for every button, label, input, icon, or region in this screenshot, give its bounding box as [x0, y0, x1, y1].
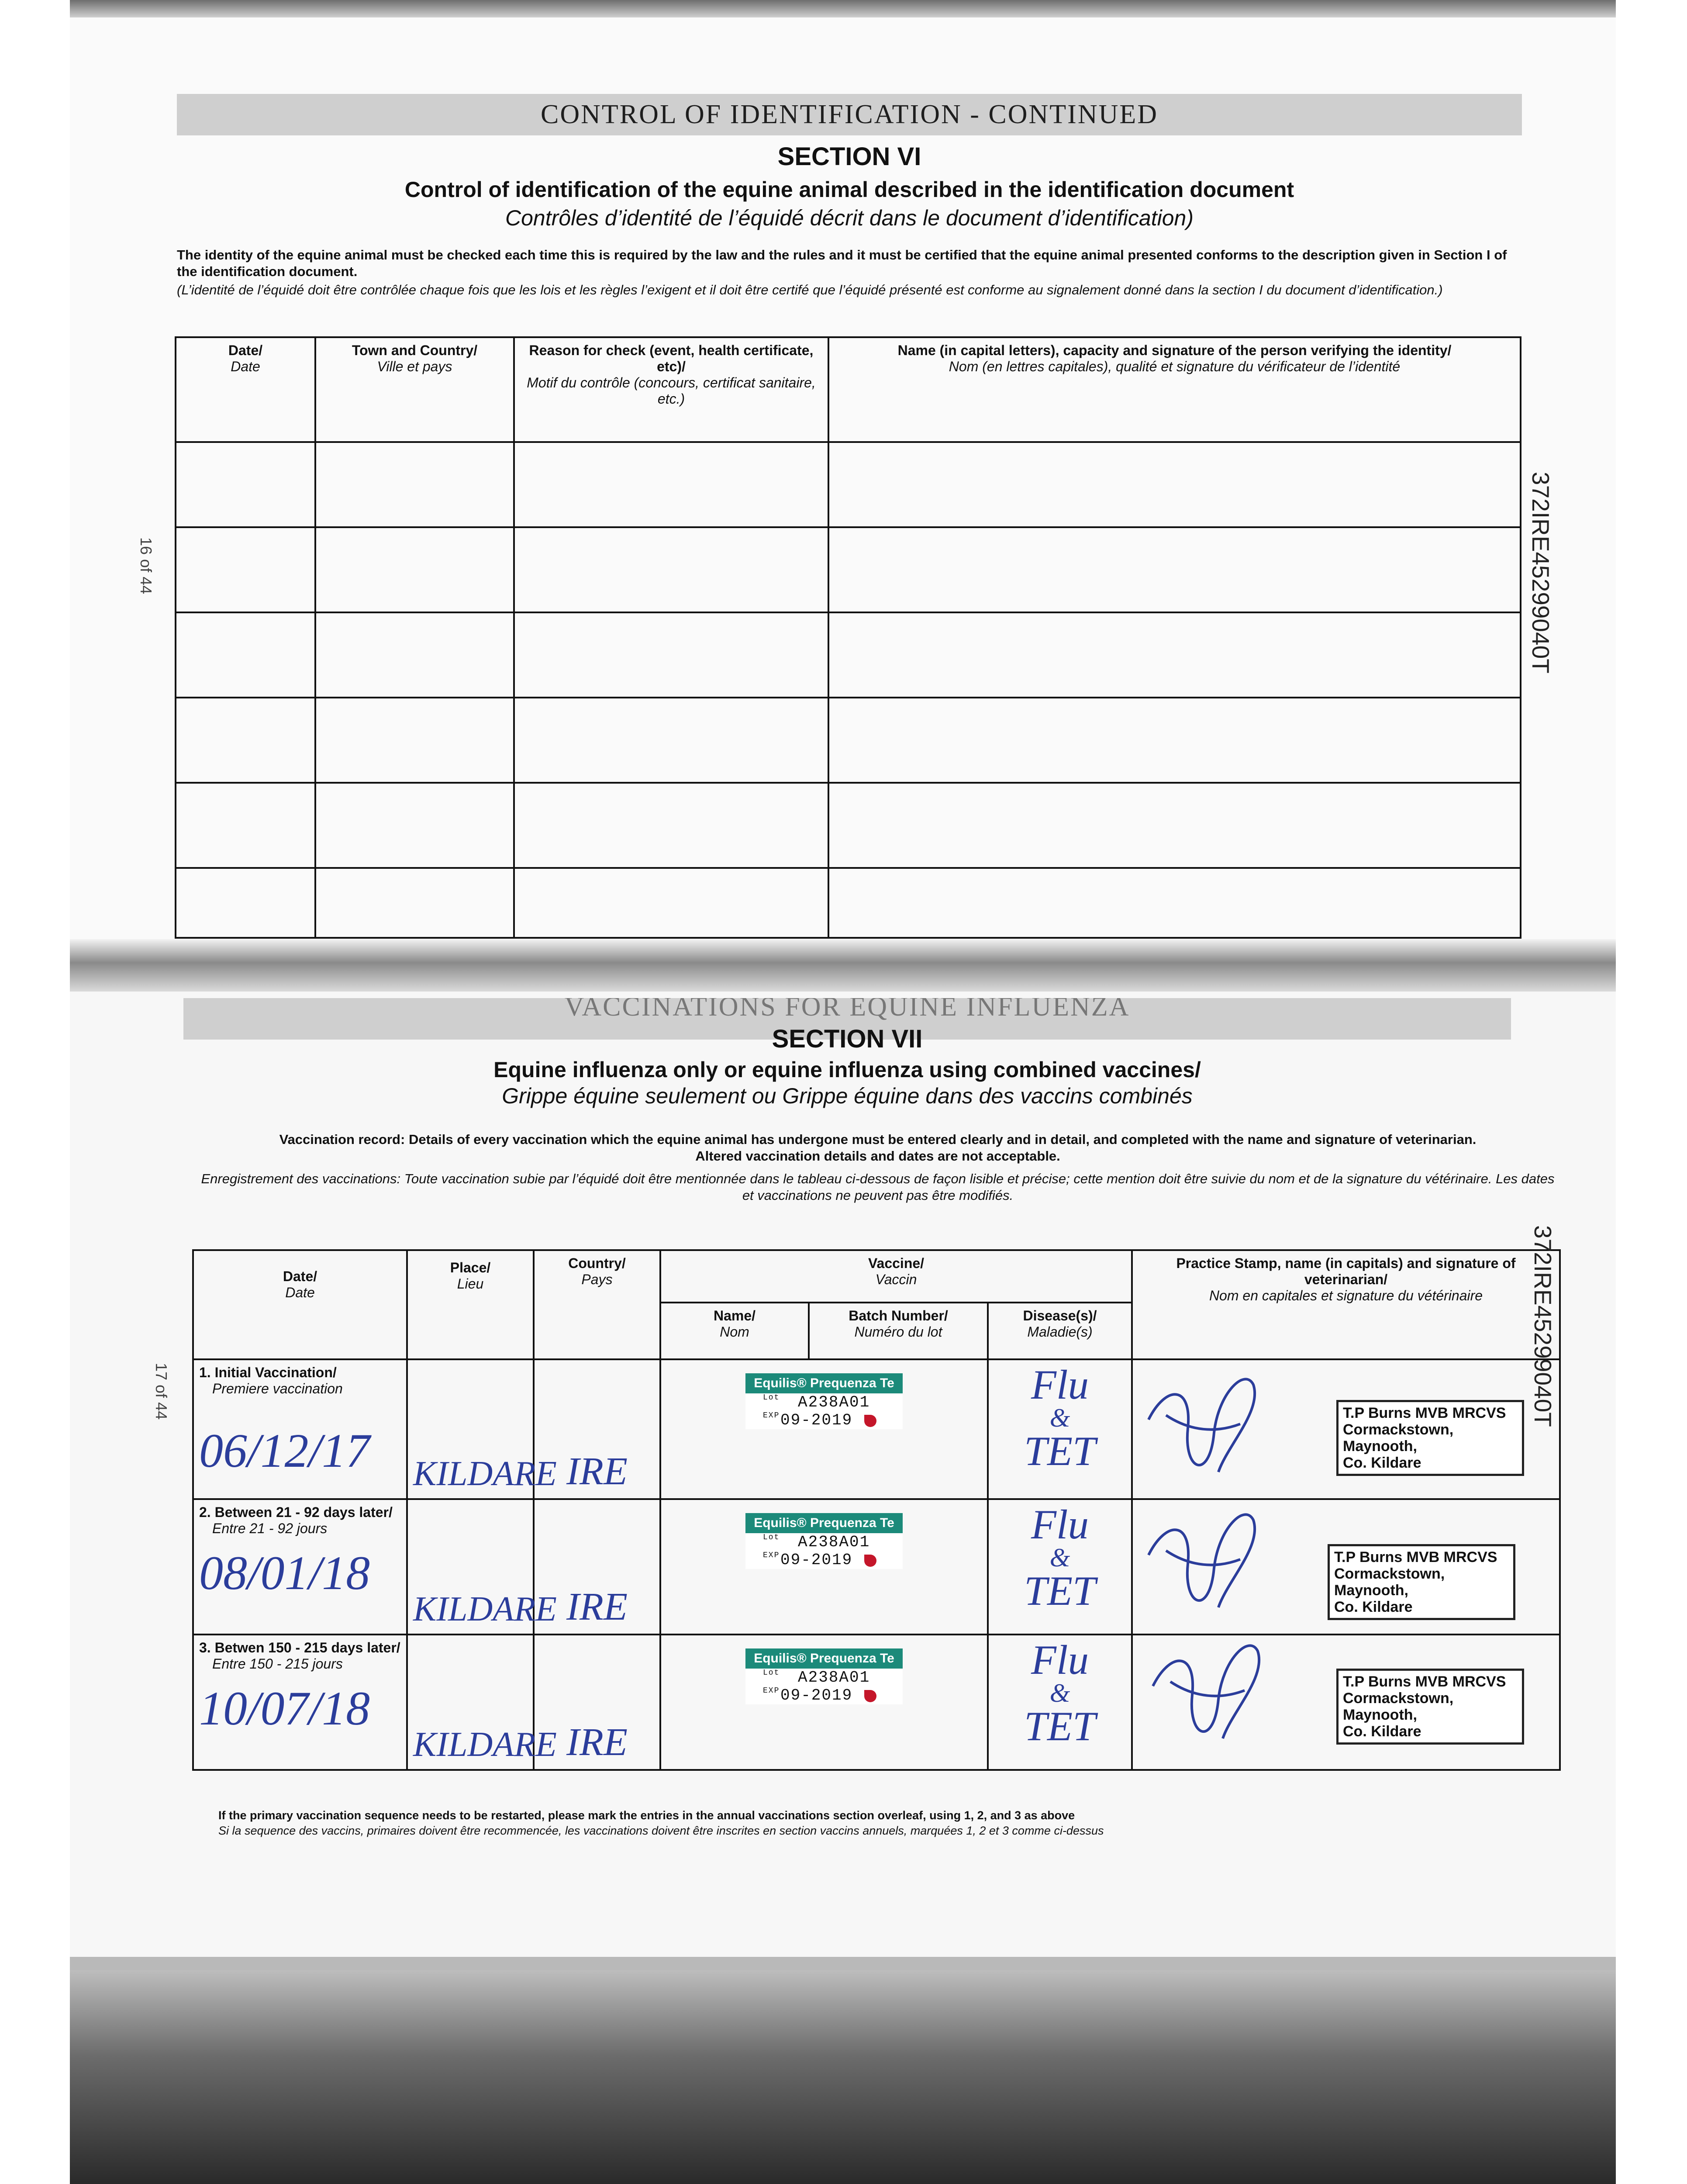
handwritten-date: 08/01/18	[199, 1546, 370, 1600]
vaccine-label-cell	[660, 1499, 988, 1635]
vaccination-record-en: Vaccination record: Details of every vaccination which the equine animal has undergone must be entered clearly and in detail, and completed with the name and signature of veterinarian. Altered vaccination details and dates are not acceptable.	[279, 1132, 1477, 1164]
footnote-fr: Si la sequence des vaccins, primaires doivent être recommencée, les vaccinations doivent être inscrites en section vaccins annuels, marquées 1, 2 et 3 comme ci-dessus	[218, 1824, 1104, 1837]
col-date: Date/ Date	[176, 337, 315, 442]
col-verifier: Name (in capital letters), capacity and signature of the person verifying the identity/ Nom (en lettres capitales), qualité et signature du vérificateur de l’identité	[828, 337, 1521, 442]
country-cell: IRE	[534, 1499, 660, 1635]
vaccine-sticker: Equilis® Prequenza Te Lot A238A01 EXP 09-2019	[745, 1648, 903, 1704]
table-row	[176, 527, 1521, 612]
handwritten-date: 06/12/17	[199, 1424, 370, 1477]
section-subtitle-en: Control of identification of the equine animal described in the identification document	[404, 177, 1294, 202]
practice-stamp: T.P Burns MVB MRCVS Cormackstown, Maynooth, Co. Kildare	[1328, 1544, 1515, 1620]
scanner-shadow	[70, 1970, 1616, 2184]
vaccine-label-cell	[660, 1635, 988, 1770]
section-title: SECTION VI	[777, 142, 921, 171]
col-practice-stamp: Practice Stamp, name (in capitals) and signature of veterinarian/ Nom en capitales et signature du vétérinaire	[1132, 1250, 1560, 1359]
sticker-tab	[864, 1690, 876, 1702]
row-label: 3. Betwen 150 - 215 days later/ Entre 150 - 215 jours 10/07/18	[193, 1635, 407, 1770]
place-cell: KILDARE	[407, 1499, 534, 1635]
place-cell: KILDARE	[407, 1635, 534, 1770]
diseases-cell: Flu & TET	[988, 1635, 1132, 1770]
diseases-cell: Flu & TET	[988, 1359, 1132, 1499]
col-date: Date/ Date	[193, 1250, 407, 1359]
section-banner: CONTROL OF IDENTIFICATION - CONTINUED	[177, 94, 1522, 135]
vaccination-record-fr: Enregistrement des vaccinations: Toute vaccination subie par l’équidé doit être mentionnée dans le tableau ci-dessous de façon lisible et précise; cette mention doit être suivie du nom et de la signature du vétérinaire. Les dates et vaccinations ne peuvent pas être modifiés.	[201, 1171, 1555, 1203]
col-batch-number: Batch Number/ Numéro du lot	[809, 1303, 988, 1359]
vaccine-label-cell	[660, 1359, 988, 1499]
col-reason: Reason for check (event, health certificate, etc)/ Motif du contrôle (concours, certificat sanitaire, etc.)	[514, 337, 828, 442]
sticker-tab	[864, 1415, 876, 1427]
table-row	[176, 868, 1521, 938]
row-label: 2. Between 21 - 92 days later/ Entre 21 - 92 jours 08/01/18	[193, 1499, 407, 1635]
col-vaccine: Vaccine/ Vaccin	[660, 1250, 1132, 1303]
section-subtitle-en: Equine influenza only or equine influenza using combined vaccines/	[493, 1057, 1201, 1082]
section-title: SECTION VII	[772, 1025, 923, 1053]
vaccine-sticker: Equilis® Prequenza Te Lot A238A01 EXP 09-2019	[745, 1513, 903, 1569]
binder-edge	[70, 0, 1616, 17]
diseases-cell: Flu & TET	[988, 1499, 1132, 1635]
page-number-17: 17 of 44	[152, 1363, 170, 1420]
intro-text-fr: (L’identité de l’équidé doit être contrôlée chaque fois que les lois et les règles l’exigent et il doit être certifé que l’équidé présenté est conforme au signalement donné dans la section I du document d’identification.)	[177, 282, 1443, 297]
col-place: Place/ Lieu	[407, 1250, 534, 1359]
row-label: 1. Initial Vaccination/ Premiere vaccination 06/12/17	[193, 1359, 407, 1499]
handwritten-date: 10/07/18	[199, 1682, 370, 1735]
vet-signature	[1144, 1625, 1275, 1756]
table-row	[176, 783, 1521, 868]
table-header-row	[176, 337, 1521, 442]
table-header-row	[193, 1250, 1560, 1303]
section-subtitle-fr: Contrôles d’identité de l’équidé décrit dans le document d’identification)	[505, 206, 1194, 230]
table-row	[176, 442, 1521, 527]
intro-text-en: The identity of the equine animal must be checked each time this is required by the law and the rules and it must be certified that the equine animal presented conforms to the description given in Section I of the identification document.	[177, 247, 1507, 279]
passport-id-top: 372IRE45299040T	[1527, 472, 1554, 674]
vaccine-sticker: Equilis® Prequenza Te Lot A238A01 EXP 09-2019	[745, 1373, 903, 1429]
country-cell: IRE	[534, 1635, 660, 1770]
col-country: Country/ Pays	[534, 1250, 660, 1359]
col-vaccine-name: Name/ Nom	[660, 1303, 809, 1359]
passport-id-bottom: 372IRE45299040T	[1529, 1225, 1556, 1427]
section-banner: VACCINATIONS FOR EQUINE INFLUENZA	[183, 998, 1511, 1040]
identity-check-table	[175, 336, 1521, 939]
place-cell: KILDARE	[407, 1359, 534, 1499]
vet-signature	[1140, 1358, 1271, 1489]
table-row	[176, 612, 1521, 698]
col-town-country: Town and Country/ Ville et pays	[315, 337, 514, 442]
practice-stamp: T.P Burns MVB MRCVS Cormackstown, Maynooth, Co. Kildare	[1336, 1669, 1524, 1745]
page-number-16: 16 of 44	[137, 537, 155, 594]
vet-signature	[1140, 1494, 1271, 1625]
table-row	[176, 698, 1521, 783]
page-fold-shadow	[70, 939, 1616, 992]
practice-stamp: T.P Burns MVB MRCVS Cormackstown, Maynooth, Co. Kildare	[1336, 1400, 1524, 1476]
col-diseases: Disease(s)/ Maladie(s)	[988, 1303, 1132, 1359]
section-subtitle-fr: Grippe équine seulement ou Grippe équine dans des vaccins combinés	[502, 1084, 1193, 1108]
sticker-tab	[864, 1555, 876, 1567]
country-cell: IRE	[534, 1359, 660, 1499]
footnote-en: If the primary vaccination sequence needs to be restarted, please mark the entries in the annual vaccinations section overleaf, using 1, 2, and 3 as above	[218, 1809, 1075, 1822]
